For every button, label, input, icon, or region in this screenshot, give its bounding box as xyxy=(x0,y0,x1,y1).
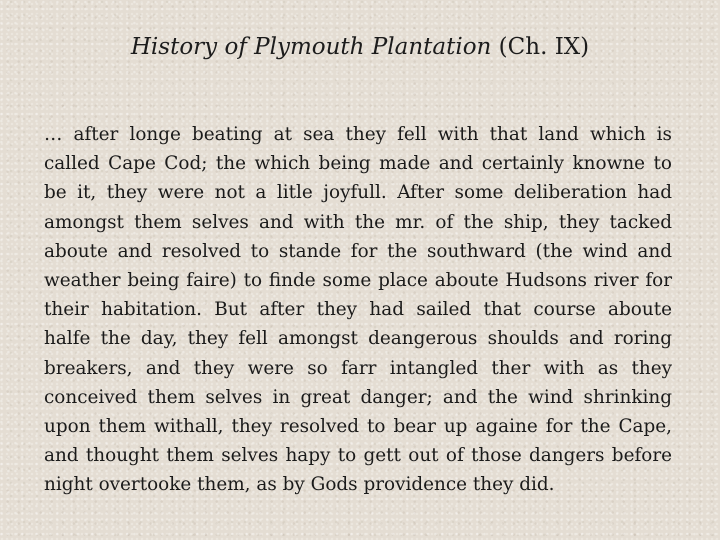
passage-line: be it, they were not a litle joyfull. After some deliberation had xyxy=(44,182,672,204)
passage-line: halfe the day, they fell amongst deangerous shoulds and roring xyxy=(44,328,672,350)
passage-line: amongst them selves and with the mr. of the ship, they tacked xyxy=(44,211,672,233)
passage-line: weather being faire) to finde some place aboute Hudsons river for xyxy=(44,269,672,291)
passage-line: and thought them selves hapy to gett out of those dangers before xyxy=(44,445,672,467)
passage-line: aboute and resolved to stande for the southward (the wind and xyxy=(44,240,672,262)
passage-text xyxy=(44,120,672,499)
passage-line: … after longe beating at sea they fell with that land which is xyxy=(44,124,672,145)
title-chapter: (Ch. IX) xyxy=(491,34,590,60)
slide-title xyxy=(0,30,720,64)
passage-line: their habitation. But after they had sailed that course aboute xyxy=(44,299,672,321)
passage-line: breakers, and they were so farr intangled ther with as they xyxy=(44,357,672,379)
passage-line: called Cape Cod; the which being made and certainly knowne to xyxy=(44,153,672,175)
passage-line: upon them withall, they resolved to bear up againe for the Cape, xyxy=(44,415,672,437)
passage-line: night overtooke them, as by Gods providence they did. xyxy=(44,474,555,496)
title-book-name: History of Plymouth Plantation xyxy=(130,34,492,60)
passage-line: conceived them selves in great danger; and the wind shrinking xyxy=(44,386,672,408)
